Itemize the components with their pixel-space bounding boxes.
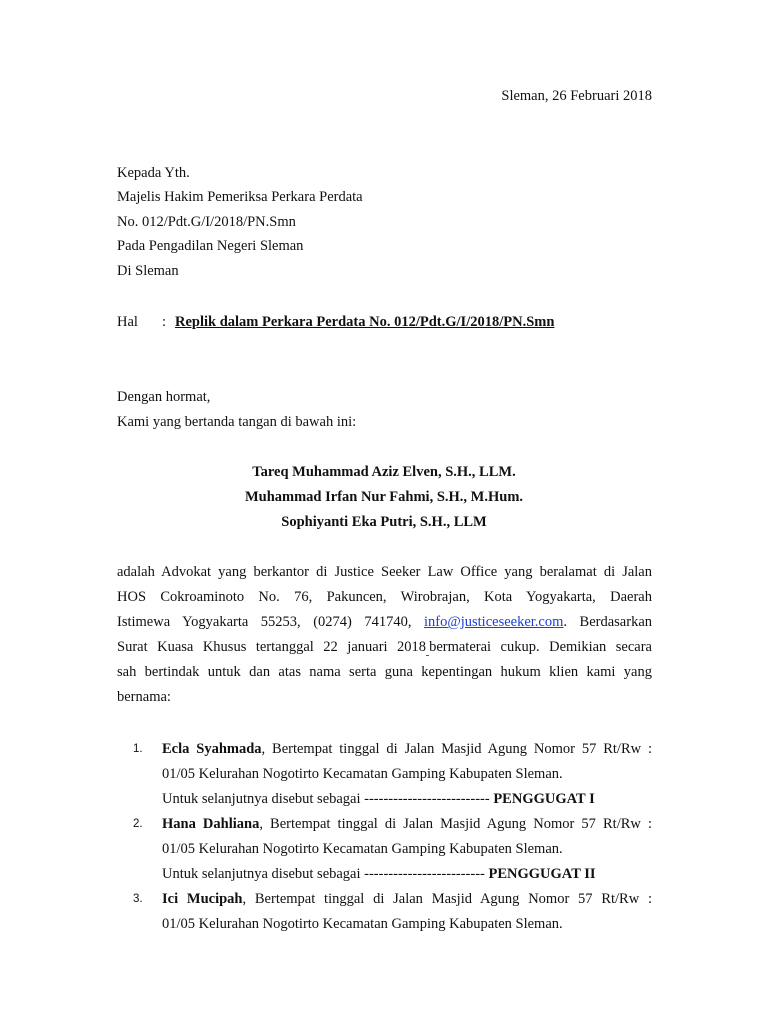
plaintiff-address: , Bertempat tinggal di Jalan Masjid Agung Nomor 57 Rt/Rw :: [259, 816, 652, 832]
body-text: . Berdasarkan: [563, 614, 653, 630]
recipient-line: Majelis Hakim Pemeriksa Perkara Perdata: [117, 189, 363, 205]
advocate-name: Sophiyanti Eka Putri, S.H., LLM: [281, 514, 487, 530]
body-text: Istimewa Yogyakarta 55253, (0274) 741740,: [117, 614, 412, 630]
list-item-line: [162, 865, 652, 883]
designation-label: PENGGUGAT II: [488, 866, 596, 882]
subject-text: Replik dalam Perkara Perdata No. 012/Pdt.G/I/2018/PN.Smn: [175, 314, 555, 330]
list-number: 2.: [133, 818, 143, 830]
body-line: bernama:: [117, 689, 171, 705]
designation-label: PENGGUGAT I: [493, 791, 595, 807]
plaintiff-address: , Bertempat tinggal di Jalan Masjid Agung Nomor 57 Rt/Rw :: [261, 741, 652, 757]
body-text: Surat Kuasa Khusus tertanggal 22 januari 2018: [117, 639, 427, 655]
list-item-line: 01/05 Kelurahan Nogotirto Kecamatan Gamping Kabupaten Sleman.: [162, 916, 563, 932]
plaintiff-address: , Bertempat tinggal di Jalan Masjid Agung Nomor 57 Rt/Rw :: [242, 891, 653, 907]
body-line: [117, 638, 652, 656]
list-item-line: [162, 790, 652, 808]
place-date: Sleman, 26 Februari 2018: [501, 88, 652, 104]
designation-text: Untuk selanjutnya disebut sebagai -------------------------: [162, 866, 489, 882]
list-item-line: [162, 815, 652, 833]
body-line: HOS Cokroaminoto No. 76, Pakuncen, Wirobrajan, Kota Yogyakarta, Daerah: [117, 589, 652, 605]
list-number: 1.: [133, 743, 143, 755]
subject-colon: :: [162, 314, 167, 330]
intro-text: Kami yang bertanda tangan di bawah ini:: [117, 414, 357, 430]
list-item-line: [162, 890, 652, 908]
advocate-name: Muhammad Irfan Nur Fahmi, S.H., M.Hum.: [244, 489, 524, 505]
advocate-name: Tareq Muhammad Aziz Elven, S.H., LLM.: [252, 464, 516, 480]
body-line: sah bertindak untuk dan atas nama serta guna kepentingan hukum klien kami yang: [117, 664, 652, 680]
plaintiff-name: Ecla Syahmada: [162, 741, 262, 757]
recipient-line: No. 012/Pdt.G/I/2018/PN.Smn: [117, 214, 296, 230]
recipient-line: Pada Pengadilan Negeri Sleman: [117, 238, 304, 254]
subject-label: Hal: [117, 314, 138, 330]
list-item-line: [162, 740, 652, 758]
greeting: Dengan hormat,: [117, 389, 211, 405]
designation-text: Untuk selanjutnya disebut sebagai --------------------------: [162, 791, 494, 807]
email-link[interactable]: info@justiceseeker.com: [424, 614, 564, 630]
recipient-line: Kepada Yth.: [117, 165, 190, 181]
list-number: 3.: [133, 893, 143, 905]
list-item-line: 01/05 Kelurahan Nogotirto Kecamatan Gamping Kabupaten Sleman.: [162, 841, 563, 857]
plaintiff-name: Ici Mucipah: [162, 891, 243, 907]
body-line: [117, 613, 652, 631]
body-text: bermaterai cukup. Demikian secara: [429, 639, 652, 655]
plaintiff-name: Hana Dahliana: [162, 816, 260, 832]
body-line: adalah Advokat yang berkantor di Justice Seeker Law Office yang beralamat di Jalan: [117, 564, 652, 580]
list-item-line: 01/05 Kelurahan Nogotirto Kecamatan Gamping Kabupaten Sleman.: [162, 766, 563, 782]
recipient-line: Di Sleman: [117, 263, 179, 279]
